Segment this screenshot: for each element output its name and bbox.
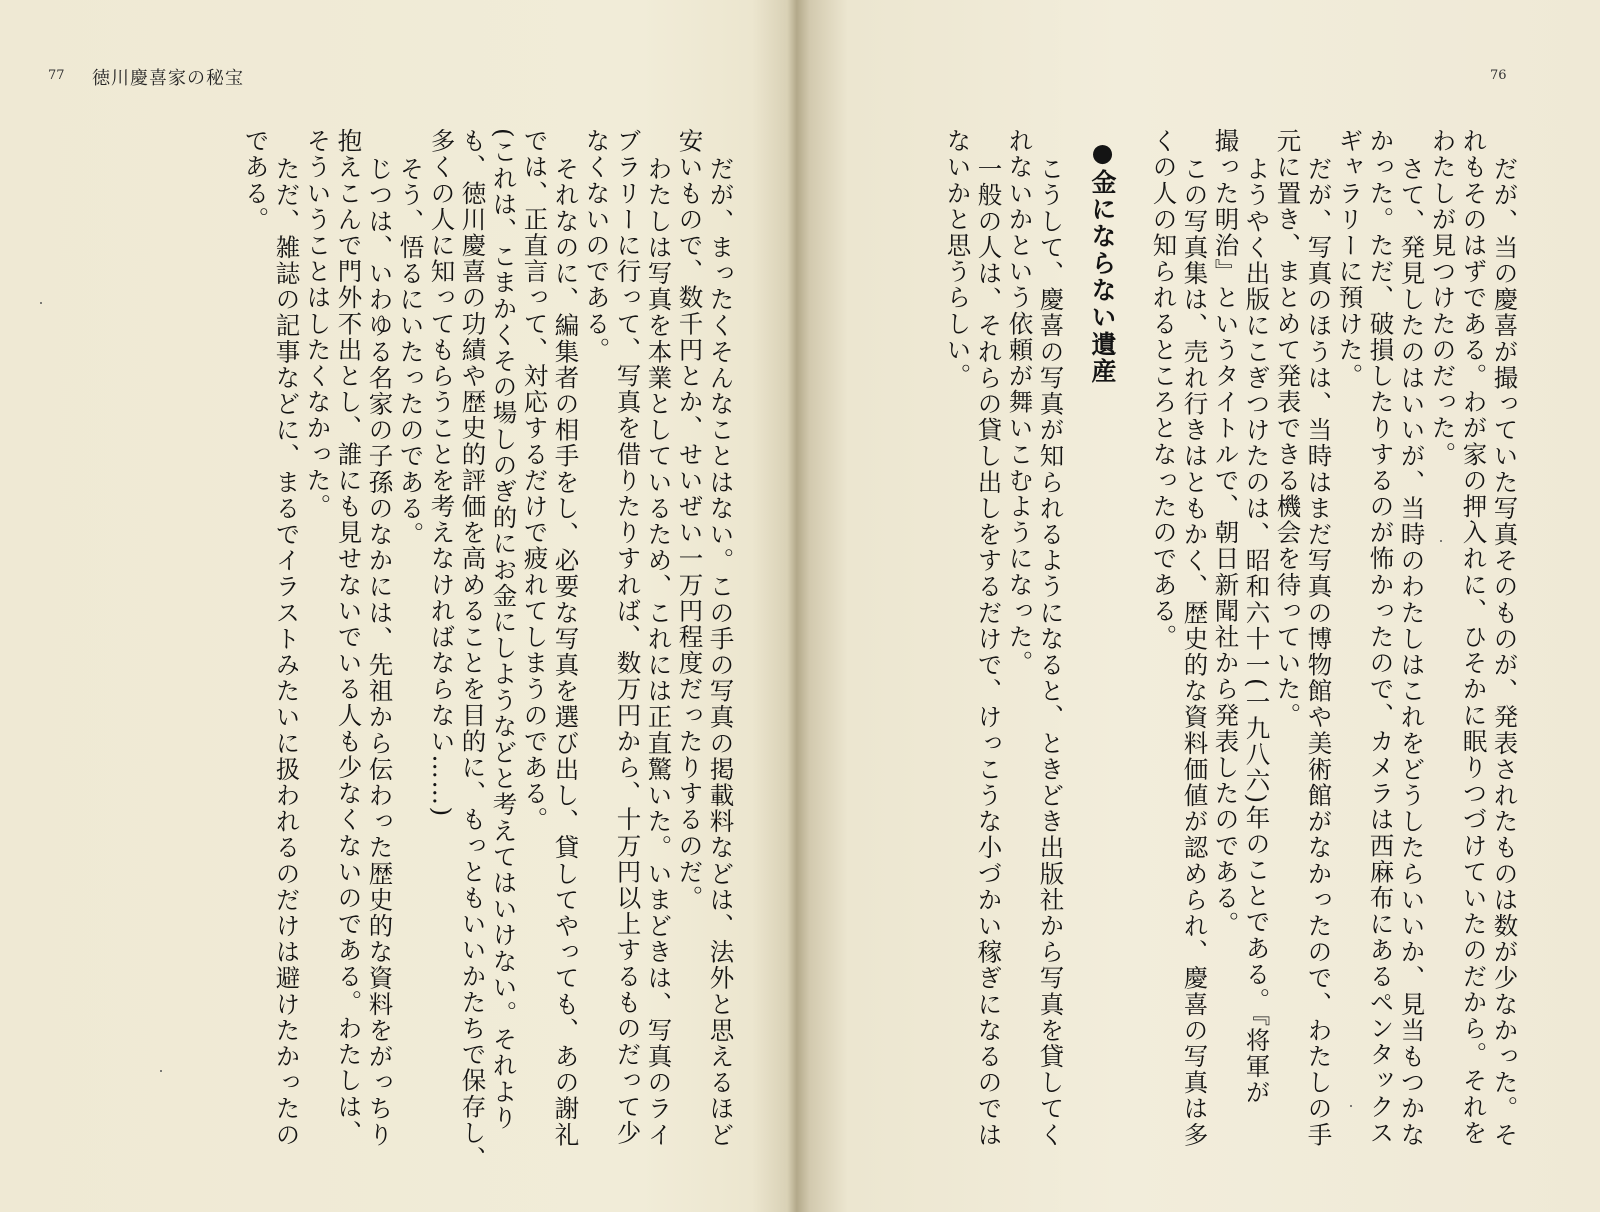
text-column: なくないのである。 [582, 128, 612, 363]
text-column: だが、まったくそんなことはない。この手の写真の掲載料などは、法外と思えるほど [706, 156, 736, 1148]
right-page [790, 0, 1600, 1212]
text-column: そう、悟るにいたったのである。 [396, 156, 426, 548]
text-column: ギャラリーに預けた。 [1335, 128, 1365, 389]
text-column: ようやく出版にこぎつけたのは、昭和六十一(一九八六)年のことである。『将軍が [1242, 156, 1272, 1106]
text-column: も、徳川慶喜の功績や歴史的評価を高めることを目的に、もっともいいかたちで保存し、 [458, 128, 488, 1172]
text-column: れもそのはずである。わが家の押入れに、ひそかに眠りつづけていたのだから。それを [1459, 128, 1489, 1146]
text-column: だが、写真のほうは、当時はまだ写真の博物館や美術館がなかったので、わたしの手 [1304, 156, 1334, 1148]
text-column: 一般の人は、それらの貸し出しをするだけで、けっこうな小づかい稼ぎになるのでは [974, 156, 1004, 1148]
text-column: この写真集は、売れ行きはともかく、歴史的な資料価値が認められ、慶喜の写真は多 [1180, 156, 1210, 1148]
text-column: こうして、慶喜の写真が知られるようになると、ときどき出版社から写真を貸してく [1036, 156, 1066, 1148]
section-heading: ●金にならない遺産 [1088, 138, 1117, 385]
text-column: くの人の知られるところとなったのである。 [1149, 128, 1179, 650]
text-column: 撮った明治』というタイトルで、朝日新聞社から発表したのである。 [1211, 128, 1241, 938]
text-column: さて、発見したのはいいが、当時のわたしはこれをどうしたらいいか、見当もつかな [1397, 156, 1427, 1148]
scan-speck [1350, 1105, 1352, 1107]
text-column: 元に置き、まとめて発表できる機会を待っていた。 [1273, 128, 1303, 729]
text-column: わたしが見つけたのだった。 [1428, 128, 1458, 468]
running-title: 徳川慶喜家の秘宝 [92, 68, 244, 89]
scan-speck [1440, 540, 1442, 542]
text-column: だが、当の慶喜が撮っていた写真そのものが、発表されたものは数が少なかった。そ [1490, 156, 1520, 1148]
scan-speck [160, 1070, 162, 1072]
page-number: 77 [48, 68, 65, 83]
text-column: そういうことはしたくなかった。 [303, 128, 333, 520]
page-number: 76 [1490, 68, 1507, 83]
text-column: ただ、雑誌の記事などに、まるでイラストみたいに扱われるのだけは避けたかったの [272, 156, 302, 1148]
left-page [0, 0, 790, 1212]
text-column: である。 [241, 128, 271, 233]
text-column: (これは、こまかくその場しのぎ的にお金にしようなどと考えてはいけない。それより [489, 128, 519, 1131]
text-column: 抱えこんで門外不出とし、誰にも見せないでいる人も少なくないのである。わたしは、 [334, 128, 364, 1146]
text-column: 安いもので、数千円とか、せいぜい一万円程度だったりするのだ。 [675, 128, 705, 911]
text-column: じつは、いわゆる名家の子孫のなかには、先祖から伝わった歴史的な資料をがっちり [365, 156, 395, 1148]
text-column: それなのに、編集者の相手をし、必要な写真を選び出し、貸してやっても、あの謝礼 [551, 156, 581, 1148]
text-column: ブラリーに行って、写真を借りたりすれば、数万円から、十万円以上するものだって少 [613, 128, 643, 1146]
text-column: では、正直言って、対応するだけで疲れてしまうのである。 [520, 128, 550, 833]
scan-speck [40, 302, 42, 304]
text-column: わたしは写真を本業としているため、これには正直驚いた。いまどきは、写真のライ [644, 156, 674, 1148]
text-column: 多くの人に知ってもらうことを考えなければならない……) [427, 128, 457, 818]
text-column: ないかと思うらしい。 [943, 128, 973, 389]
text-column: れないかという依頼が舞いこむようになった。 [1005, 128, 1035, 677]
text-column: かった。ただ、破損したりするのが怖かったので、カメラは西麻布にあるペンタックス [1366, 128, 1396, 1146]
